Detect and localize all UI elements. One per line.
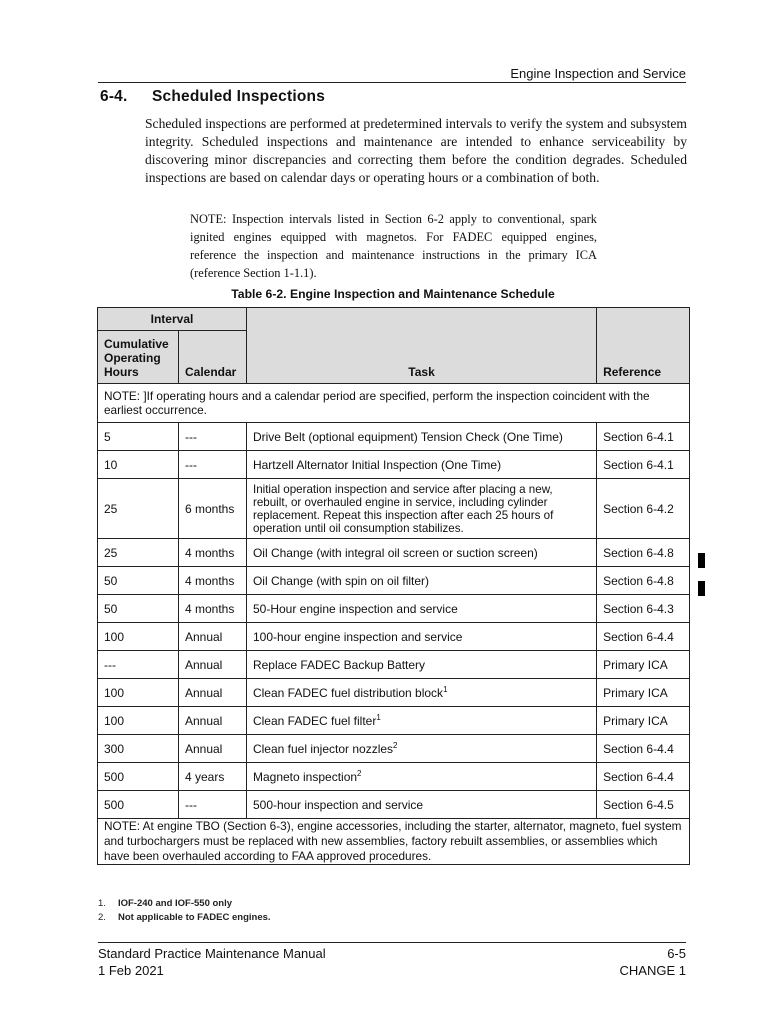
hours-cell: 10	[98, 451, 179, 479]
calendar-header: Calendar	[178, 331, 246, 384]
task-text: 50-Hour engine inspection and service	[252, 601, 458, 616]
section-heading	[100, 88, 325, 106]
task-text: Replace FADEC Backup Battery	[252, 657, 426, 672]
task-text: Magneto inspection	[252, 769, 358, 784]
task-cell	[246, 651, 596, 679]
table-row	[98, 451, 690, 479]
table-row	[98, 479, 690, 539]
table-row	[98, 735, 690, 763]
reference-cell: Section 6-4.8	[597, 539, 690, 567]
calendar-cell: Annual	[178, 623, 246, 651]
schedule-table	[97, 307, 690, 865]
calendar-cell: 4 months	[178, 595, 246, 623]
table-row	[98, 595, 690, 623]
reference-header: Reference	[597, 308, 690, 384]
change-bar	[698, 553, 705, 568]
footnotes	[98, 897, 271, 925]
task-text: Oil Change (with integral oil screen or suction screen)	[252, 545, 538, 560]
hours-cell: 50	[98, 567, 179, 595]
task-cell	[246, 539, 596, 567]
task-cell	[246, 707, 596, 735]
task-cell	[246, 735, 596, 763]
task-text: Oil Change (with spin on oil filter)	[252, 573, 430, 588]
hours-cell: ---	[98, 651, 179, 679]
reference-cell: Section 6-4.4	[597, 735, 690, 763]
task-text: Drive Belt (optional equipment) Tension Check (One Time)	[252, 429, 563, 444]
table-row	[98, 707, 690, 735]
table-row	[98, 623, 690, 651]
task-cell	[246, 763, 596, 791]
hours-cell: 25	[98, 479, 179, 539]
calendar-cell: ---	[178, 791, 246, 819]
footnote-item	[98, 911, 271, 925]
task-cell	[246, 791, 596, 819]
inspection-note: NOTE: Inspection intervals listed in Section 6-2 apply to conventional, spark ignited engines equipped with magnetos. For FADEC equipped engines, reference the inspection and maintenance instructions in the primary ICA (reference Section 1-1.1).	[190, 212, 597, 280]
reference-cell: Section 6-4.8	[597, 567, 690, 595]
calendar-cell: Annual	[178, 651, 246, 679]
table-row	[98, 651, 690, 679]
table-row	[98, 791, 690, 819]
table-bottom-note: NOTE: At engine TBO (Section 6-3), engine accessories, including the starter, alternator, magneto, fuel system and turbochargers must be replaced with new assemblies, factory rebuilt assemblies, or assemblies which have been overhauled according to FAA approved procedures.	[98, 819, 690, 865]
header-rule	[98, 82, 686, 83]
task-text: Hartzell Alternator Initial Inspection (One Time)	[252, 457, 502, 472]
task-cell	[246, 423, 596, 451]
calendar-cell: Annual	[178, 735, 246, 763]
reference-cell: Section 6-4.3	[597, 595, 690, 623]
hours-cell: 500	[98, 791, 179, 819]
task-text: Clean FADEC fuel filter	[252, 713, 377, 728]
task-text: Initial operation inspection and service after placing a new, rebuilt, or overhauled engine in service, including cylinder replacement. Repeat this inspection after each 25 hours of operation until oil consumption stabilizes.	[252, 482, 554, 535]
calendar-cell: 4 months	[178, 539, 246, 567]
table-row	[98, 539, 690, 567]
task-cell	[246, 623, 596, 651]
section-number: 6-4.	[100, 88, 128, 105]
footer-manual-title: Standard Practice Maintenance Manual	[98, 946, 326, 961]
task-text: Clean fuel injector nozzles	[252, 741, 394, 756]
interval-header: Interval	[98, 308, 247, 331]
footnote-marker: 1	[376, 712, 381, 722]
calendar-cell: 6 months	[178, 479, 246, 539]
task-cell	[246, 595, 596, 623]
calendar-cell: 4 years	[178, 763, 246, 791]
table-top-note: NOTE: ]If operating hours and a calendar period are specified, perform the inspection coincident with the earliest occurrence.	[98, 384, 690, 423]
reference-cell: Primary ICA	[597, 679, 690, 707]
calendar-cell: ---	[178, 423, 246, 451]
footnote-marker: 2	[357, 768, 362, 778]
change-bar	[698, 581, 705, 596]
hours-cell: 100	[98, 623, 179, 651]
footer-change: CHANGE 1	[619, 963, 686, 978]
footnote-number: 1.	[98, 898, 106, 909]
task-cell	[246, 451, 596, 479]
calendar-cell: Annual	[178, 679, 246, 707]
task-header: Task	[246, 308, 596, 384]
task-text: 100-hour engine inspection and service	[252, 629, 463, 644]
task-text: 500-hour inspection and service	[252, 797, 424, 812]
hours-cell: 5	[98, 423, 179, 451]
footnote-number: 2.	[98, 912, 106, 923]
task-cell	[246, 479, 596, 539]
reference-cell: Section 6-4.1	[597, 451, 690, 479]
hours-cell: 100	[98, 707, 179, 735]
intro-paragraph: Scheduled inspections are performed at predetermined intervals to verify the system and subsystem integrity. Scheduled inspections and maintenance are intended to enhance serviceability by discovering minor discrepancies and correcting them before the condition degrades. Scheduled inspections are based on calendar days or operating hours or a combination of both.	[145, 116, 687, 185]
table-caption: Table 6-2. Engine Inspection and Maintenance Schedule	[231, 287, 555, 301]
table-row	[98, 679, 690, 707]
task-cell	[246, 567, 596, 595]
task-cell	[246, 679, 596, 707]
hours-cell: 500	[98, 763, 179, 791]
calendar-cell: 4 months	[178, 567, 246, 595]
calendar-cell: Annual	[178, 707, 246, 735]
reference-cell: Section 6-4.1	[597, 423, 690, 451]
footer-date: 1 Feb 2021	[98, 963, 164, 978]
footer-rule	[98, 942, 686, 943]
table-row	[98, 423, 690, 451]
reference-cell: Section 6-4.2	[597, 479, 690, 539]
footnote-item	[98, 897, 271, 911]
calendar-cell: ---	[178, 451, 246, 479]
reference-cell: Primary ICA	[597, 651, 690, 679]
footer-page-number: 6-5	[667, 946, 686, 961]
running-header: Engine Inspection and Service	[510, 66, 686, 81]
reference-cell: Primary ICA	[597, 707, 690, 735]
reference-cell: Section 6-4.4	[597, 763, 690, 791]
reference-cell: Section 6-4.4	[597, 623, 690, 651]
section-title: Scheduled Inspections	[152, 88, 326, 105]
hours-cell: 100	[98, 679, 179, 707]
reference-cell: Section 6-4.5	[597, 791, 690, 819]
table-row	[98, 763, 690, 791]
footnote-text: Not applicable to FADEC engines.	[118, 912, 271, 923]
hours-header: Cumulative Operating Hours	[98, 331, 179, 384]
footnote-text: IOF-240 and IOF-550 only	[118, 898, 233, 909]
task-text: Clean FADEC fuel distribution block	[252, 685, 444, 700]
footnote-marker: 1	[443, 684, 448, 694]
footnote-marker: 2	[393, 740, 398, 750]
table-row	[98, 567, 690, 595]
hours-cell: 25	[98, 539, 179, 567]
hours-cell: 50	[98, 595, 179, 623]
hours-cell: 300	[98, 735, 179, 763]
